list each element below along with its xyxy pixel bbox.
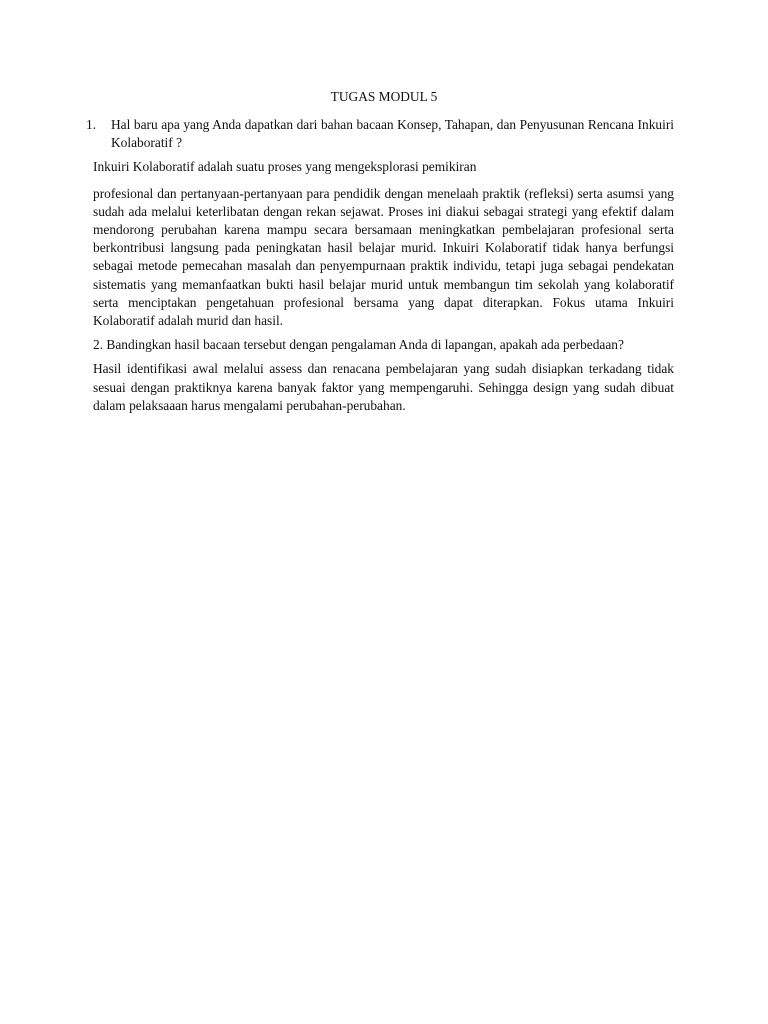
question-1-number: 1. bbox=[86, 117, 97, 132]
answer-1-paragraph: profesional dan pertanyaan-pertanyaan para pendidik dengan menelaah praktik (refleksi) serta asumsi yang sudah ada melalui keterlibatan dengan rekan sejawat. Proses ini diakui sebagai strategi yang efektif dalam mendorong perubahan karena mampu secara bersamaan meningkatkan pembelajaran profesional serta berkontribusi langsung pada peningkatan hasil belajar murid. Inkuiri Kolaboratif tidak hanya berfungsi sebagai metode pemecahan masalah dan penyempurnaan praktik individu, tetapi juga sebagai pendekatan sistematis yang memanfaatkan bukti hasil belajar murid untuk membangun tim sekolah yang kolaboratif serta menciptakan pengetahuan profesional bersama yang dapat diterapkan. Fokus utama Inkuiri Kolaboratif adalah murid dan hasil. bbox=[93, 185, 674, 329]
question-2: 2. Bandingkan hasil bacaan tersebut dengan pengalaman Anda di lapangan, apakah ada perbedaan? bbox=[93, 337, 624, 353]
document-body bbox=[86, 116, 674, 421]
document-title: TUGAS MODUL 5 bbox=[330, 89, 438, 104]
answer-2-paragraph: Hasil identifikasi awal melalui assess dan renacana pembelajaran yang sudah disiapkan terkadang tidak sesuai dengan praktiknya karena banyak faktor yang mempengaruhi. Sehingga design yang sudah dibuat dalam pelaksaaan harus mengalami perubahan-perubahan. bbox=[93, 361, 674, 413]
question-1-text: Hal baru apa yang Anda dapatkan dari bahan bacaan Konsep, Tahapan, dan Penyusunan Rencana Inkuiri Kolaboratif ? bbox=[111, 117, 674, 151]
question-1 bbox=[86, 116, 674, 152]
answer-1-intro: Inkuiri Kolaboratif adalah suatu proses yang mengeksplorasi pemikiran bbox=[93, 159, 477, 175]
